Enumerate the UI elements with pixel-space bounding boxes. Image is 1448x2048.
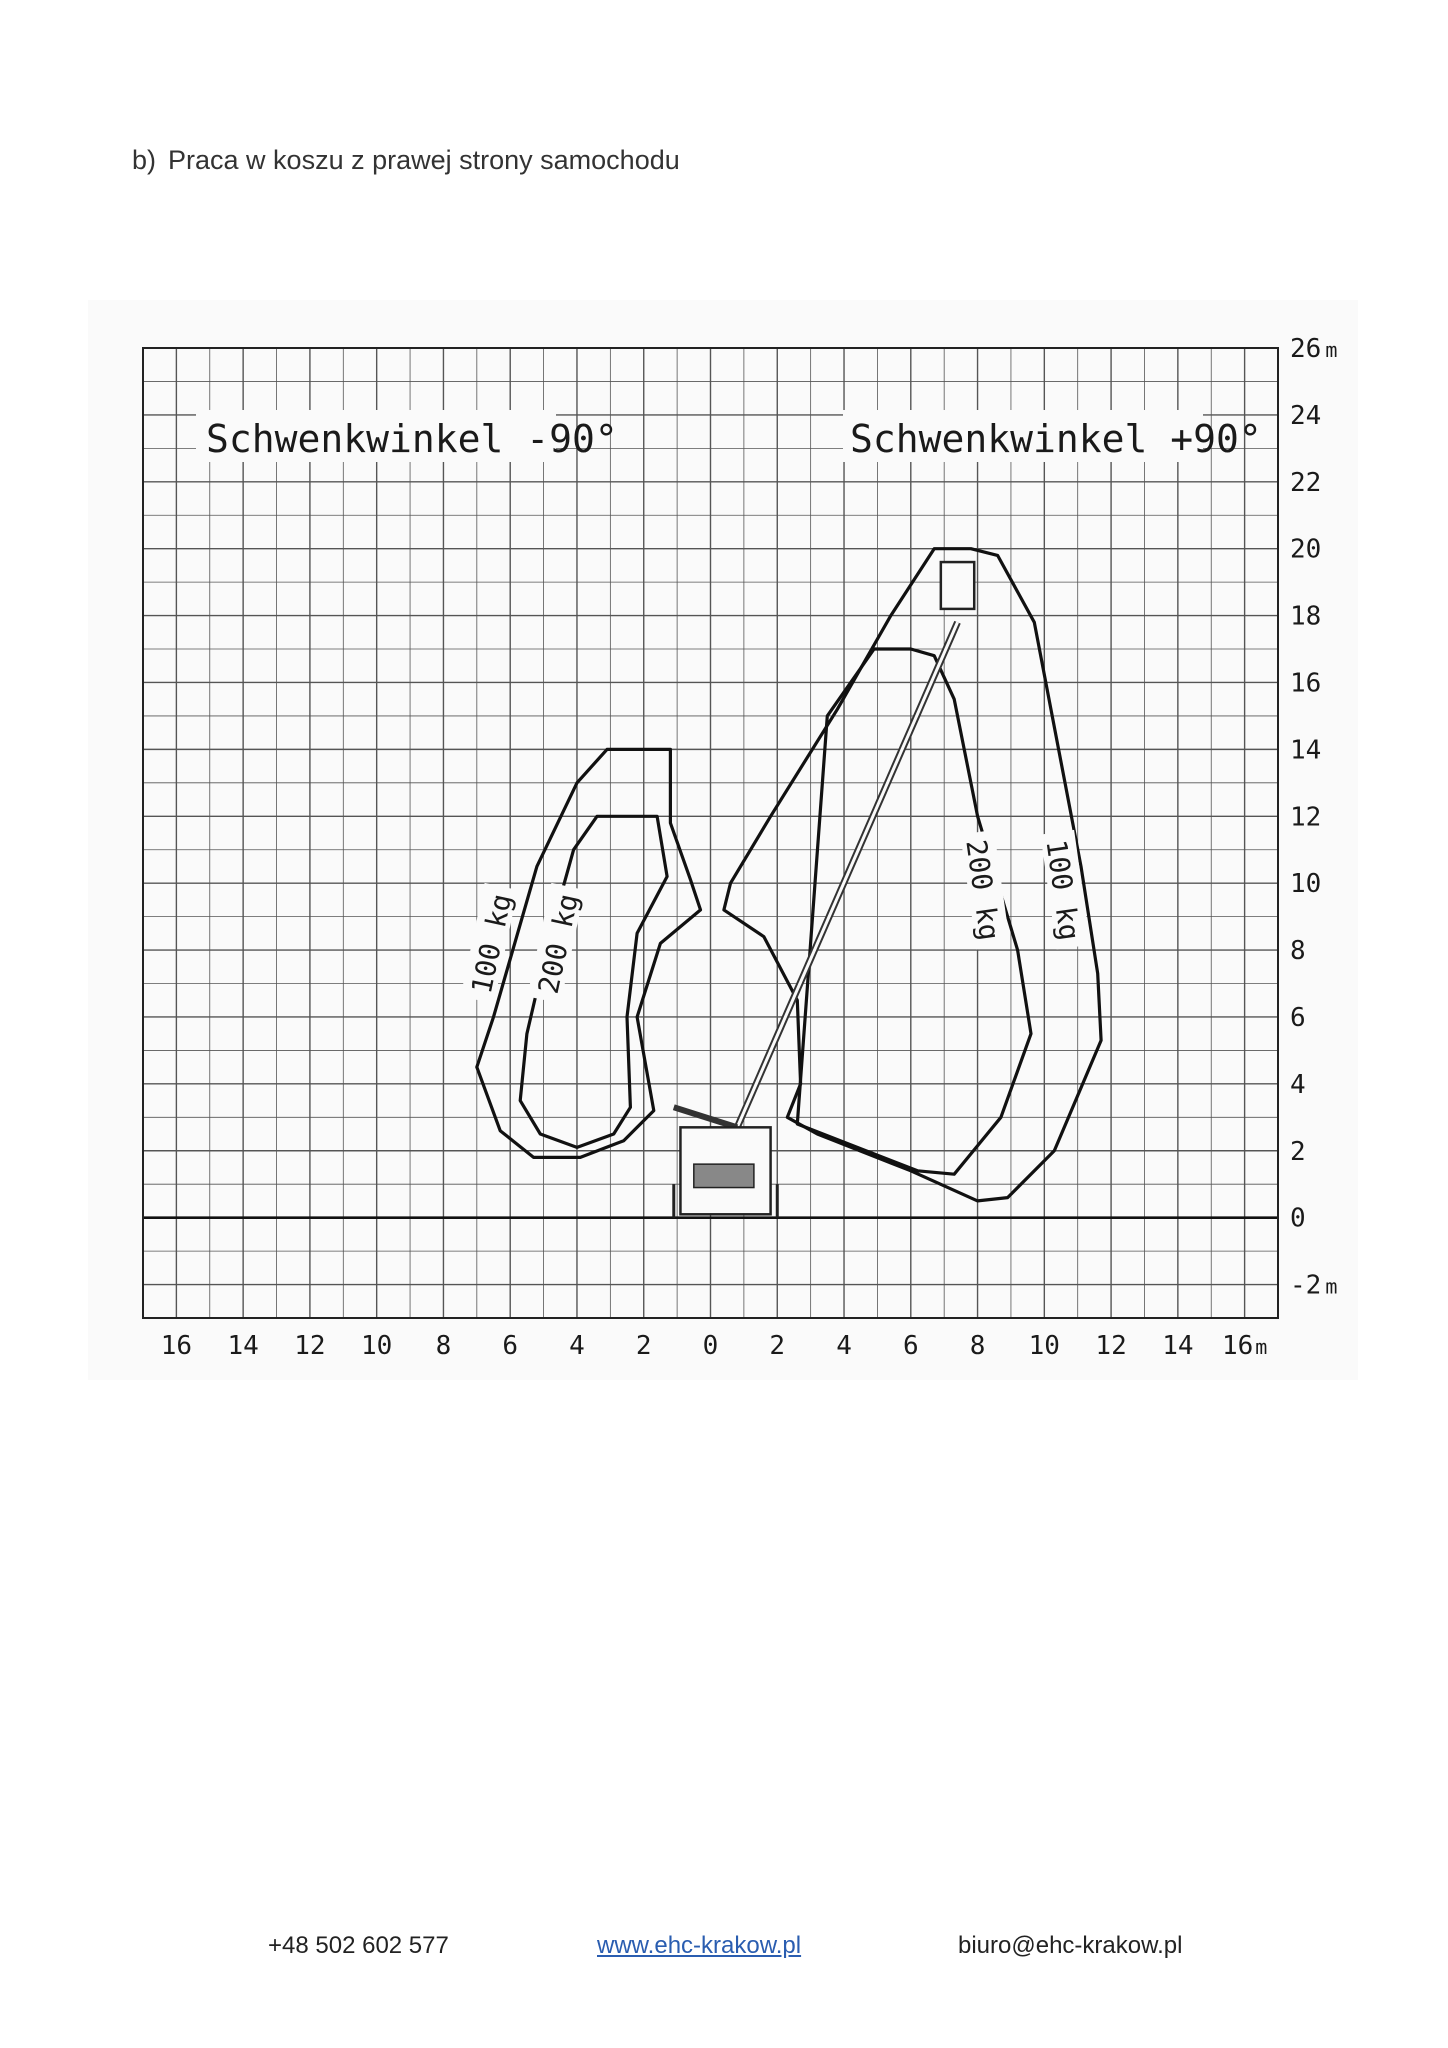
y-tick-label: 20 <box>1290 534 1322 565</box>
x-tick-label: 6 <box>502 1331 519 1361</box>
x-tick-label: 10 <box>361 1331 393 1361</box>
left-title: Schwenkwinkel -90° <box>206 417 618 461</box>
truck-grille <box>694 1164 754 1187</box>
x-tick-label: 8 <box>435 1331 452 1361</box>
x-tick-label: 16 <box>160 1331 193 1361</box>
envelope-label: 200 kg <box>959 837 1007 943</box>
x-tick-label: 12 <box>1095 1331 1127 1361</box>
y-tick-label: 6 <box>1290 1002 1306 1033</box>
x-tick-label: 10 <box>1028 1331 1060 1361</box>
envelope-label: 100 kg <box>464 890 519 997</box>
x-tick-label: 4 <box>836 1331 852 1361</box>
y-tick-label: 8 <box>1290 936 1306 967</box>
right-title: Schwenkwinkel +90° <box>850 417 1262 461</box>
y-tick-label: -2 m <box>1290 1270 1338 1301</box>
envelope-label: 200 kg <box>531 890 586 997</box>
working-range-diagram <box>88 300 1358 1380</box>
y-tick-label: 22 <box>1290 467 1322 498</box>
heading-marker: b) <box>132 145 157 175</box>
y-tick-unit: m <box>1325 338 1338 362</box>
footer-website-link[interactable]: www.ehc-krakow.pl <box>597 1932 802 1959</box>
x-tick-label: 8 <box>969 1331 986 1361</box>
footer-phone: +48 502 602 577 <box>268 1932 449 1959</box>
y-tick-label: 14 <box>1290 735 1322 766</box>
section-heading <box>132 145 680 176</box>
y-tick-label: 16 <box>1290 668 1322 699</box>
basket <box>941 562 974 609</box>
y-tick-label: 26 m <box>1290 334 1338 364</box>
y-tick-label: 4 <box>1290 1069 1306 1100</box>
x-tick-label: 14 <box>1162 1331 1194 1361</box>
x-tick-label: 2 <box>635 1331 652 1361</box>
y-tick-unit: m <box>1325 1274 1338 1299</box>
footer-email: biuro@ehc-krakow.pl <box>958 1932 1183 1959</box>
x-tick-label: 6 <box>902 1331 919 1361</box>
y-tick-label: 24 <box>1290 400 1322 431</box>
x-tick-label: 16 m <box>1221 1331 1268 1361</box>
x-tick-label: 12 <box>294 1331 326 1361</box>
y-tick-label: 2 <box>1290 1136 1306 1167</box>
x-tick-label: 4 <box>569 1331 585 1361</box>
envelope-label: 100 kg <box>1039 837 1087 943</box>
x-tick-label: 0 <box>702 1331 719 1361</box>
y-tick-label: 18 <box>1290 601 1322 632</box>
y-tick-label: 12 <box>1290 802 1322 833</box>
x-tick-label: 2 <box>769 1331 786 1361</box>
heading-text: Praca w koszu z prawej strony samochodu <box>168 145 680 175</box>
x-tick-label: 14 <box>227 1331 259 1361</box>
y-tick-label: 0 <box>1290 1203 1306 1234</box>
x-tick-unit: m <box>1255 1335 1268 1359</box>
y-tick-label: 10 <box>1290 869 1322 900</box>
